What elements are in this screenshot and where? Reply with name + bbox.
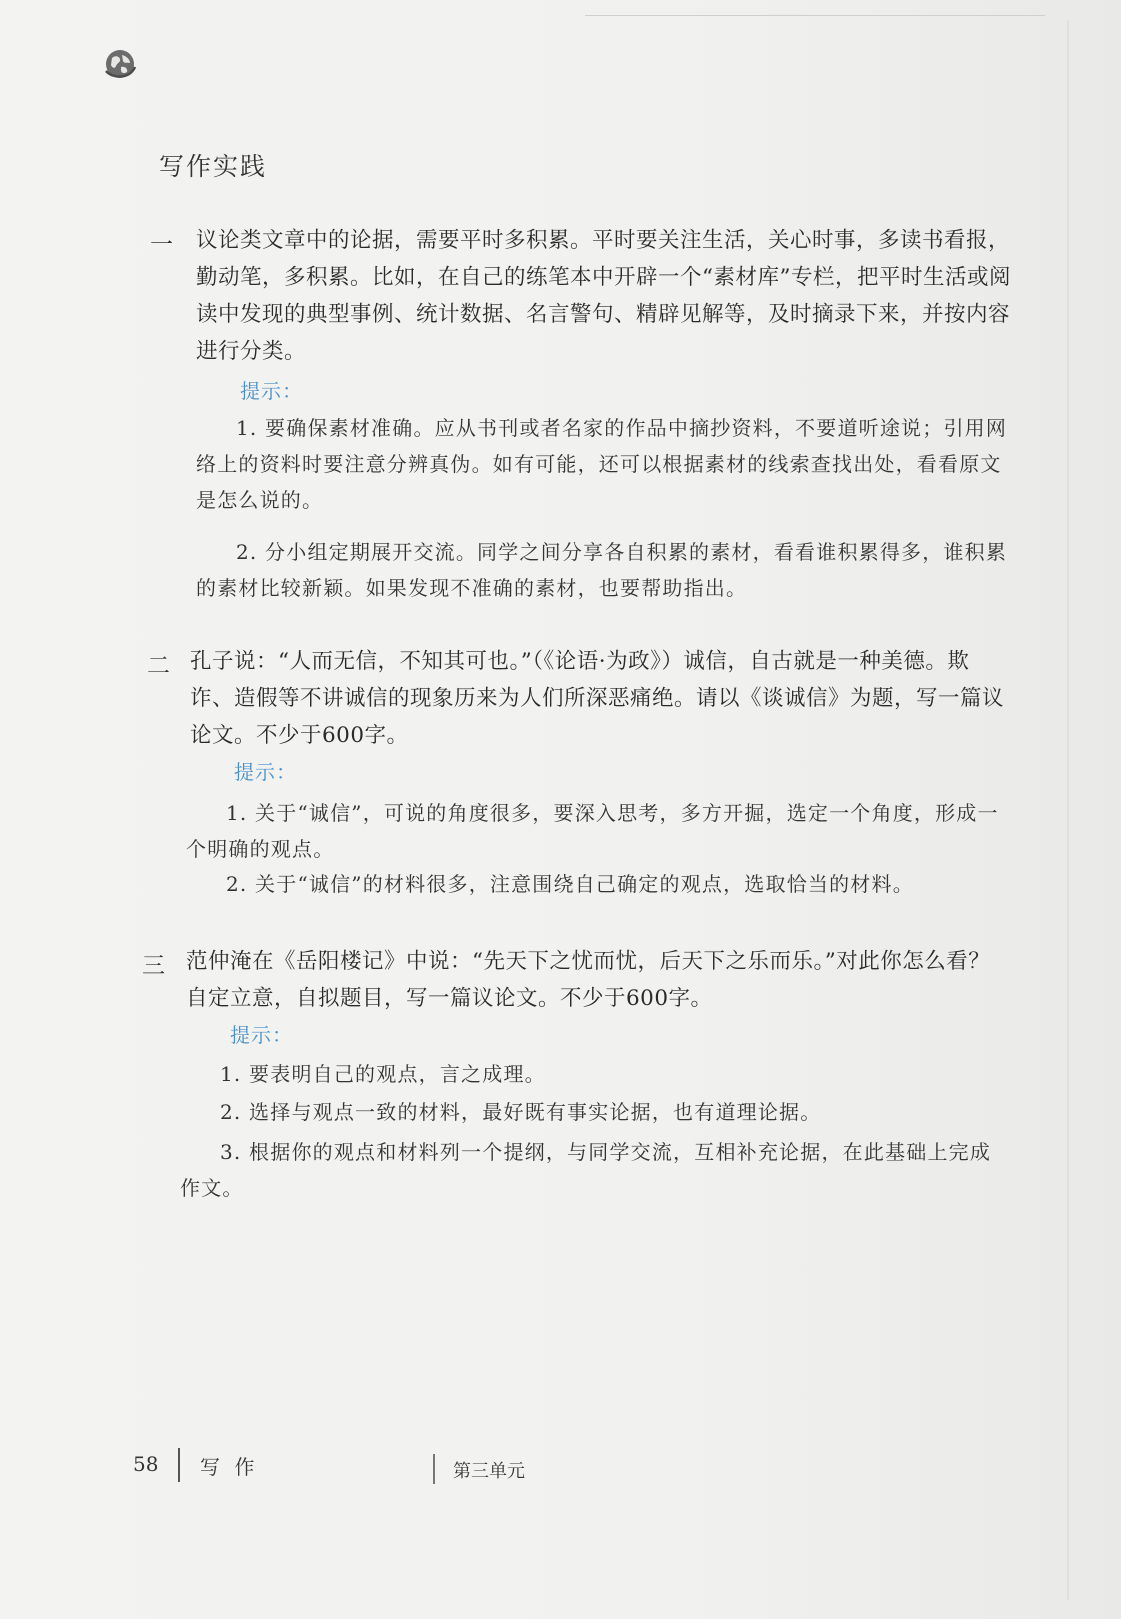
item-number: 二 (147, 653, 170, 679)
item-text: 议论类文章中的论据，需要平时多积累。平时要关注生活，关心时事，多读书看报，勤动笔，多积累。比如，在自己的练笔本中开辟一个“素材库”专栏，把平时生活或阅读中发现的典型事例、统计数据、名言警句、精辟见解等，及时摘录下来，并按内容进行分类。 (196, 228, 1011, 364)
tip-text: 2. 分小组定期展开交流。同学之间分享各自积累的素材，看看谁积累得多，谁积累的素材比较新颖。如果发现不准确的素材，也要帮助指出。 (196, 540, 1008, 600)
item-text: 范仲淹在《岳阳楼记》中说：“先天下之忧而忧，后天下之乐而乐。”对此你怎么看？自定立意，自拟题目，写一篇议论文。不少于600字。 (186, 949, 991, 1011)
item-number: 一 (150, 232, 173, 258)
binding-edge (1067, 20, 1069, 1600)
footer-unit-label: 第三单元 (453, 1461, 525, 1482)
tip-text: 1. 要表明自己的观点，言之成理。 (220, 1062, 546, 1086)
tip-label: 提示： (234, 760, 297, 784)
footer-divider (433, 1454, 435, 1484)
tip-text: 3. 根据你的观点和材料列一个提纲，与同学交流，互相补充论据，在此基础上完成作文。 (180, 1140, 992, 1200)
tip-label: 提示： (230, 1023, 293, 1047)
tip-text: 1. 关于“诚信”，可说的角度很多，要深入思考，多方开掘，选定一个角度，形成一个明确的观点。 (186, 801, 999, 861)
footer-section-label: 写 作 (200, 1455, 259, 1479)
tip-text: 2. 选择与观点一致的材料，最好既有事实论据，也有道理论据。 (220, 1100, 822, 1124)
item-text: 孔子说：“人而无信，不知其可也。”（《论语·为政》）诚信，自古就是一种美德。欺诈、造假等不讲诚信的现象历来为人们所深恶痛绝。请以《谈诚信》为题，写一篇议论文。不少于600字。 (190, 649, 1005, 748)
tip-text: 2. 关于“诚信”的材料很多，注意围绕自己确定的观点，选取恰当的材料。 (226, 872, 914, 896)
item-number: 三 (142, 953, 165, 979)
tip-text: 1. 要确保素材准确。应从书刊或者名家的作品中摘抄资料，不要道听途说；引用网络上的资料时要注意分辨真伪。如有可能，还可以根据素材的线索查找出处，看看原文是怎么说的。 (196, 416, 1008, 512)
top-rule (585, 15, 1045, 16)
footer-divider (178, 1448, 180, 1482)
section-title: 写作实践 (159, 152, 268, 181)
globe-icon (103, 47, 137, 81)
tip-label: 提示： (240, 379, 303, 403)
page-number: 58 (133, 1452, 159, 1476)
